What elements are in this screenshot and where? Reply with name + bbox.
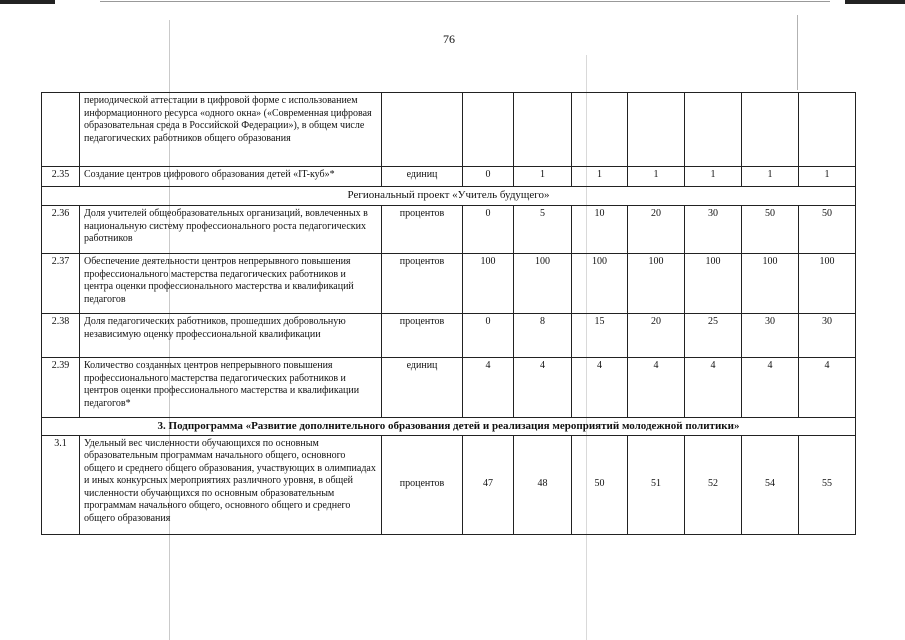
section-title: Региональный проект «Учитель будущего» bbox=[42, 187, 856, 206]
value-cell: 4 bbox=[799, 358, 856, 418]
value-cell: 100 bbox=[685, 254, 742, 314]
value-cell bbox=[799, 93, 856, 167]
row-number: 2.37 bbox=[42, 254, 80, 314]
indicators-table bbox=[41, 92, 856, 535]
value-cell: 30 bbox=[799, 314, 856, 358]
value-cell: 54 bbox=[742, 435, 799, 534]
indicator-name: Количество созданных центров непрерывного повышения профессионального мастерства педагогических работников и центров оценки профессионального мастерства и квалификации педагогов* bbox=[80, 358, 382, 418]
indicator-name: Доля учителей общеобразовательных организаций, вовлеченных в национальную систему профессионального роста педагогических работников bbox=[80, 206, 382, 254]
value-cell: 1 bbox=[514, 167, 572, 187]
row-number bbox=[42, 93, 80, 167]
value-cell: 0 bbox=[463, 314, 514, 358]
indicator-name: Создание центров цифрового образования детей «IT-куб»* bbox=[80, 167, 382, 187]
table-row bbox=[42, 435, 856, 534]
unit-cell: единиц bbox=[382, 167, 463, 187]
value-cell: 52 bbox=[685, 435, 742, 534]
row-number: 2.35 bbox=[42, 167, 80, 187]
value-cell: 4 bbox=[685, 358, 742, 418]
scan-edge-mark-left bbox=[0, 0, 55, 4]
scan-top-line bbox=[100, 1, 830, 2]
value-cell: 1 bbox=[572, 167, 628, 187]
table-row bbox=[42, 93, 856, 167]
value-cell bbox=[572, 93, 628, 167]
value-cell: 8 bbox=[514, 314, 572, 358]
value-cell: 0 bbox=[463, 206, 514, 254]
value-cell: 100 bbox=[628, 254, 685, 314]
value-cell: 48 bbox=[514, 435, 572, 534]
value-cell: 20 bbox=[628, 314, 685, 358]
value-cell: 25 bbox=[685, 314, 742, 358]
value-cell: 100 bbox=[742, 254, 799, 314]
indicator-name: периодической аттестации в цифровой форме с использованием информационного ресурса «одного окна» («Современная цифровая образовательная среда в Российской Федерации»), в общем числе педагогических работников общего образования bbox=[80, 93, 382, 167]
value-cell: 4 bbox=[628, 358, 685, 418]
value-cell bbox=[463, 93, 514, 167]
section-header-row bbox=[42, 187, 856, 206]
value-cell: 10 bbox=[572, 206, 628, 254]
value-cell: 100 bbox=[572, 254, 628, 314]
table-row bbox=[42, 254, 856, 314]
value-cell: 15 bbox=[572, 314, 628, 358]
table-row bbox=[42, 314, 856, 358]
value-cell: 47 bbox=[463, 435, 514, 534]
value-cell: 51 bbox=[628, 435, 685, 534]
row-number: 2.39 bbox=[42, 358, 80, 418]
value-cell: 100 bbox=[799, 254, 856, 314]
value-cell: 50 bbox=[572, 435, 628, 534]
value-cell: 1 bbox=[685, 167, 742, 187]
section-header-row bbox=[42, 418, 856, 436]
indicator-name: Доля педагогических работников, прошедших добровольную независимую оценку профессиональной квалификации bbox=[80, 314, 382, 358]
scan-artifact-line bbox=[797, 15, 798, 90]
value-cell: 1 bbox=[799, 167, 856, 187]
value-cell: 50 bbox=[799, 206, 856, 254]
row-number: 2.38 bbox=[42, 314, 80, 358]
unit-cell: процентов bbox=[382, 435, 463, 534]
value-cell bbox=[628, 93, 685, 167]
value-cell bbox=[685, 93, 742, 167]
value-cell: 100 bbox=[514, 254, 572, 314]
table-row bbox=[42, 206, 856, 254]
value-cell: 0 bbox=[463, 167, 514, 187]
value-cell bbox=[514, 93, 572, 167]
unit-cell: процентов bbox=[382, 254, 463, 314]
unit-cell: процентов bbox=[382, 206, 463, 254]
row-number: 2.36 bbox=[42, 206, 80, 254]
value-cell: 4 bbox=[514, 358, 572, 418]
value-cell: 1 bbox=[742, 167, 799, 187]
value-cell bbox=[742, 93, 799, 167]
unit-cell: процентов bbox=[382, 314, 463, 358]
row-number: 3.1 bbox=[42, 435, 80, 534]
page-number: 76 bbox=[443, 32, 455, 46]
unit-cell: единиц bbox=[382, 358, 463, 418]
scan-edge-mark-right bbox=[845, 0, 905, 4]
table-row bbox=[42, 167, 856, 187]
value-cell: 4 bbox=[463, 358, 514, 418]
value-cell: 30 bbox=[742, 314, 799, 358]
value-cell: 20 bbox=[628, 206, 685, 254]
indicator-name: Удельный вес численности обучающихся по основным образовательным программам начального общего, основного общего и среднего общего образования, участвующих в олимпиадах и иных конкурсных мероприятиях различного уровня, в общей численности обучающихся по основным образовательным программам начального общего, основного общего и среднего общего образования bbox=[80, 435, 382, 534]
value-cell: 4 bbox=[572, 358, 628, 418]
value-cell: 5 bbox=[514, 206, 572, 254]
table-row bbox=[42, 358, 856, 418]
value-cell: 55 bbox=[799, 435, 856, 534]
value-cell: 50 bbox=[742, 206, 799, 254]
value-cell: 4 bbox=[742, 358, 799, 418]
section-title: 3. Подпрограмма «Развитие дополнительного образования детей и реализация мероприятий молодежной политики» bbox=[42, 418, 856, 436]
value-cell: 30 bbox=[685, 206, 742, 254]
table-body bbox=[42, 93, 856, 535]
value-cell: 1 bbox=[628, 167, 685, 187]
value-cell: 100 bbox=[463, 254, 514, 314]
unit-cell bbox=[382, 93, 463, 167]
indicator-name: Обеспечение деятельности центров непрерывного повышения профессионального мастерства педагогических работников и центра оценки профессионального мастерства и квалификаций педагогов bbox=[80, 254, 382, 314]
